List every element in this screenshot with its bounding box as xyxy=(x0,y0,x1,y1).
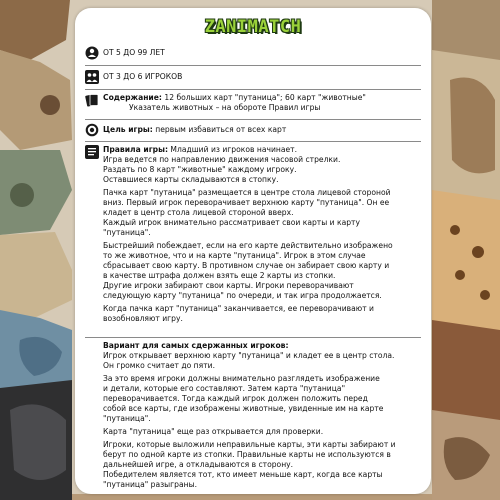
variant-paragraph xyxy=(103,427,423,437)
text-line: кладет в центр стола лицевой стороной вверх. xyxy=(103,208,294,217)
target-icon xyxy=(85,123,99,137)
players-text: ОТ 3 ДО 6 ИГРОКОВ xyxy=(103,72,183,81)
text-line: Другие игроки забирают свои карты. Игроки переворачивают xyxy=(103,281,354,290)
rules-line: Оставшиеся карты складываются в стопку. xyxy=(103,175,279,184)
cards-icon xyxy=(85,93,99,107)
variant-label: Вариант для самых сдержанных игроков: xyxy=(103,341,289,350)
text-line: собой все карты, где изображены животные, увиденные им на карте xyxy=(103,404,384,413)
goal-text: первым избавиться от всех карт xyxy=(152,125,287,134)
variant-line: Игрок открывает верхнюю карту "путаница" и кладет ее в центр стола. xyxy=(103,351,395,360)
text-line: берут по одной карте из стопки. Правильные карты не используются в xyxy=(103,450,391,459)
text-line: За это время игроки должны внимательно разглядеть изображение xyxy=(103,374,380,383)
players-row xyxy=(85,70,423,84)
text-line: переворачивается. Тогда каждый игрок должен положить перед xyxy=(103,394,368,403)
zanimatch-logo: ZANIMATCH xyxy=(204,17,302,37)
variant-paragraph xyxy=(103,374,423,424)
rules-paragraph xyxy=(103,188,423,238)
goal-row xyxy=(85,123,423,137)
rules-line: Игра ведется по направлению движения часовой стрелки. xyxy=(103,155,341,164)
rules-section xyxy=(85,145,423,337)
rules-paragraph xyxy=(103,304,423,324)
age-text: ОТ 5 ДО 99 ЛЕТ xyxy=(103,48,165,57)
divider xyxy=(85,119,421,120)
rules-icon xyxy=(85,145,99,159)
divider xyxy=(85,89,421,90)
variant-paragraph xyxy=(103,440,423,490)
text-line: Карта "путаница" еще раз открывается для проверки. xyxy=(103,427,324,436)
contents-row xyxy=(85,93,423,115)
text-line: вниз. Первый игрок переворачивает верхнюю карту "путаница". Он ее xyxy=(103,198,390,207)
text-line: "путаница". xyxy=(103,228,151,237)
text-line: Быстрейший побеждает, если на его карте действительно изображено xyxy=(103,241,393,250)
rules-line: Раздать по 8 карт "животные" каждому игроку. xyxy=(103,165,297,174)
players-icon xyxy=(85,70,99,84)
text-line: "путаница" разыграны. xyxy=(103,480,198,489)
rules-card xyxy=(75,8,431,494)
contents-line: Указатель животных – на обороте Правил игры xyxy=(129,103,321,112)
text-line: дальнейшей игре, а откладываются в сторону. xyxy=(103,460,294,469)
rules-paragraph xyxy=(103,241,423,301)
age-icon xyxy=(85,46,99,60)
text-line: Игроки, которые выложили неправильные карты, эти карты забирают и xyxy=(103,440,396,449)
text-line: "путаница". xyxy=(103,414,151,423)
text-line: возобновляют игру. xyxy=(103,314,183,323)
divider xyxy=(85,65,421,66)
goal-label: Цель игры: xyxy=(103,125,153,134)
divider xyxy=(85,141,421,142)
variant-section xyxy=(85,341,423,489)
text-line: то же животное, что и на карте "путаница". Игрок в этом случае xyxy=(103,251,366,260)
rules-label: Правила игры: xyxy=(103,145,168,154)
age-row xyxy=(85,46,423,60)
variant-line: Он громко считает до пяти. xyxy=(103,361,215,370)
text-line: Когда пачка карт "путаница" заканчивается, ее переворачивают и xyxy=(103,304,374,313)
text-line: Каждый игрок внимательно рассматривает свои карты и карту xyxy=(103,218,360,227)
rules-line: Младший из игроков начинает. xyxy=(168,145,298,154)
contents-label: Содержание: xyxy=(103,93,162,102)
divider xyxy=(85,337,421,338)
text-line: следующую карту "путаница" по очереди, и так игра продолжается. xyxy=(103,291,382,300)
text-line: сбрасывает свою карту. В противном случае он забирает свою карту и xyxy=(103,261,390,270)
text-line: Победителем является тот, кто имеет меньше карт, когда все карты xyxy=(103,470,383,479)
text-line: Пачка карт "путаница" размещается в центре стола лицевой стороной xyxy=(103,188,391,197)
contents-line: 12 больших карт "путаница"; 60 карт "животные" xyxy=(161,93,366,102)
text-line: в качестве штрафа должен взять еще 2 карты из стопки. xyxy=(103,271,336,280)
text-line: и детали, которые его составляют. Затем карта "путаница" xyxy=(103,384,346,393)
